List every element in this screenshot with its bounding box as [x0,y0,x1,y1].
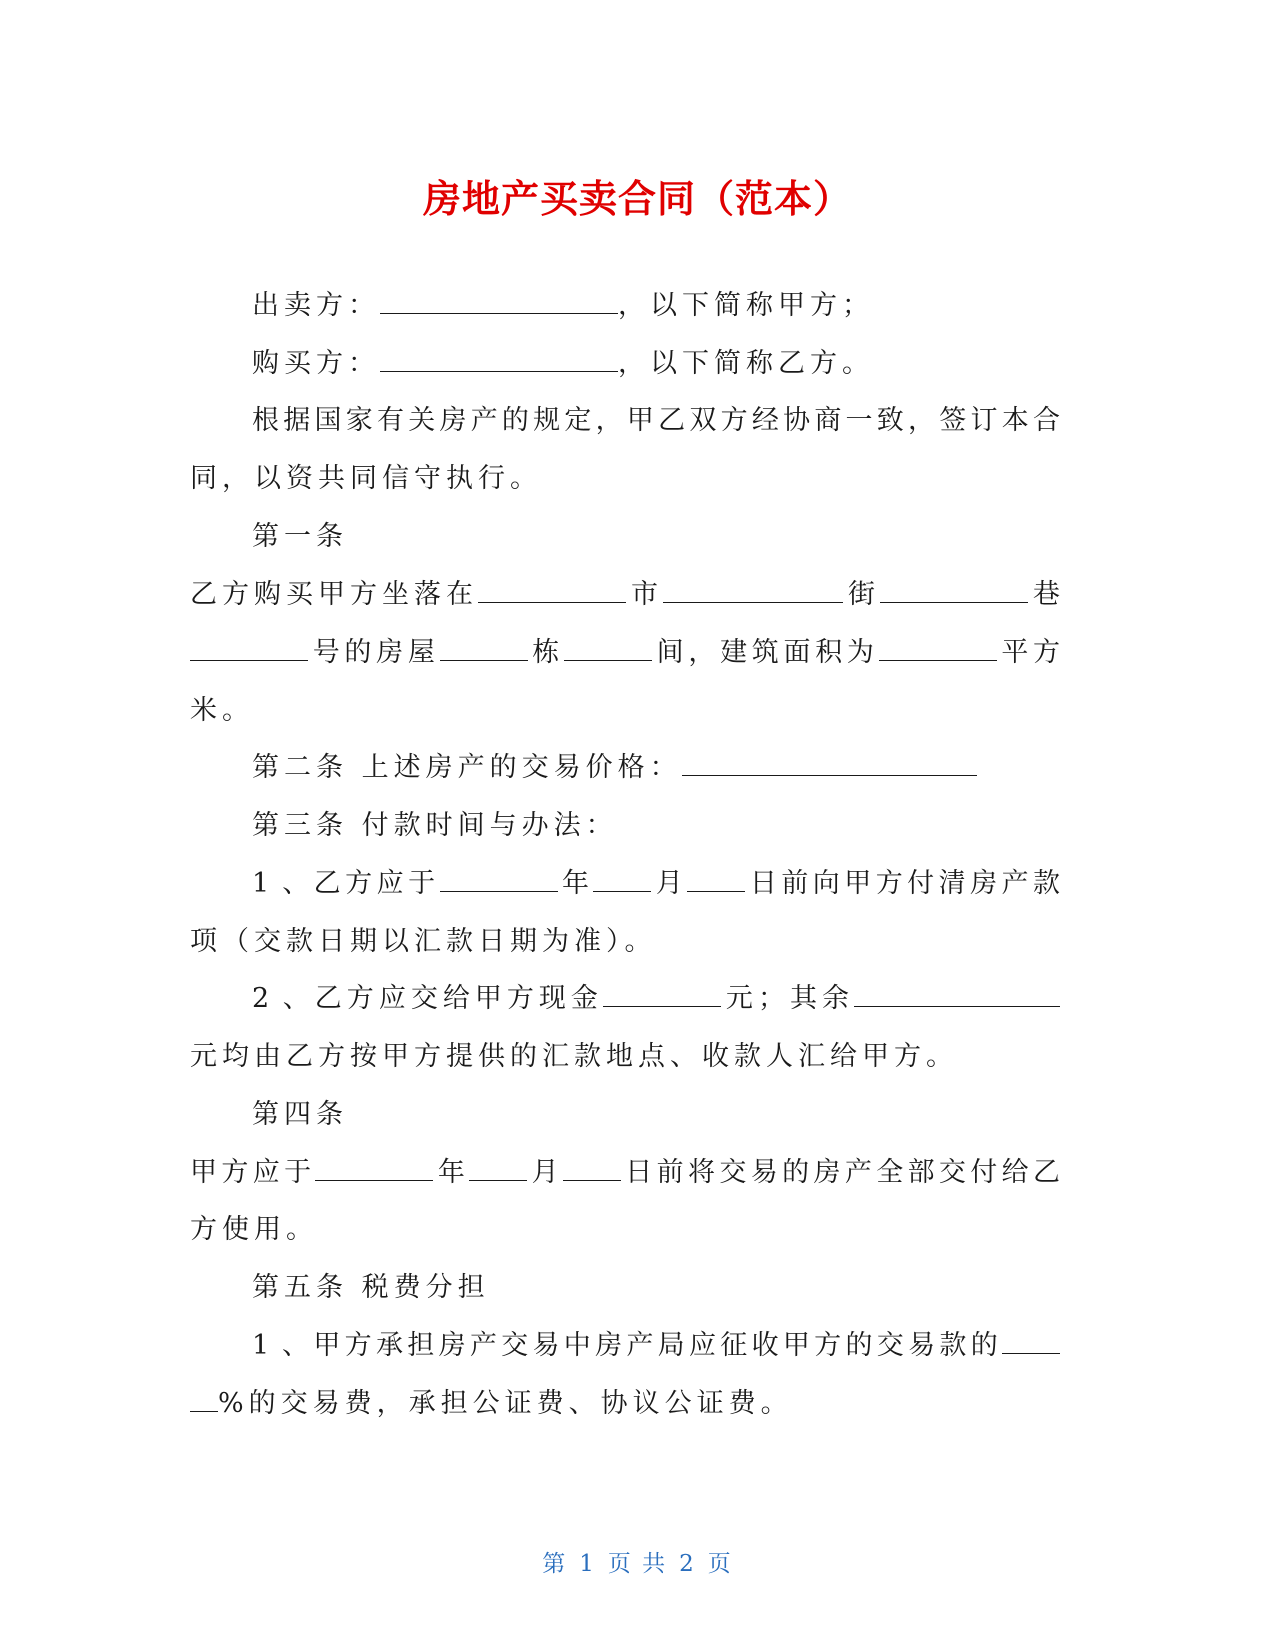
year-blank [440,867,558,892]
text-segment: %的交易费，承担公证费、协议公证费。 [218,1388,793,1419]
text-segment: 年 [433,1157,470,1188]
text-segment: 2 、乙方应交给甲方现金 [252,983,603,1014]
text-segment: 市 [626,579,663,610]
city-blank [478,578,626,603]
text-segment: 月 [651,868,688,899]
footer-total-pages: 2 [679,1551,696,1577]
article1-line-3: 米。 [190,695,254,726]
day-blank [563,1156,621,1181]
number-blank [190,636,308,661]
article5-item1-line-1 [252,1328,1060,1364]
year-blank [315,1156,433,1181]
percent-blank-cont [190,1387,218,1412]
text-segment: 乙方购买甲方坐落在 [190,579,478,610]
text-segment: 日前向甲方付清房产款 [745,868,1061,899]
footer-suffix: 页 [707,1551,733,1577]
seller-line [252,288,1060,324]
street-blank [663,578,843,603]
price-blank [682,751,977,776]
article4-heading: 第四条 [252,1099,348,1130]
text-segment: 街 [843,579,880,610]
document-title: 房地产买卖合同（范本） [422,177,852,221]
article3-item2-line-1 [252,981,1060,1017]
article3-heading: 第三条 付款时间与办法： [252,810,618,841]
article3-item2-line-2: 元均由乙方按甲方提供的汇款地点、收款人汇给甲方。 [190,1041,958,1072]
building-blank [440,636,528,661]
day-blank [687,867,745,892]
buyer-suffix: ，以下简称乙方。 [618,348,874,379]
remainder-blank [854,982,1060,1007]
article1-line-2 [190,635,1060,671]
text-segment: 日前将交易的房产全部交付给乙 [620,1157,1061,1188]
article1-heading: 第一条 [252,521,348,552]
article5-item1-line-2 [190,1386,1060,1422]
article4-line-1 [190,1155,1060,1191]
seller-suffix: ，以下简称甲方； [618,290,874,321]
preamble-line-2: 同，以资共同信守执行。 [190,463,542,494]
text-segment: 1 、乙方应于 [252,868,440,899]
buyer-line [252,346,1060,382]
footer-prefix: 第 [542,1551,568,1577]
seller-blank [380,289,618,314]
article5-heading: 第五条 税费分担 [252,1272,490,1303]
page-footer [0,1545,1275,1578]
text-segment: 1 、甲方承担房产交易中房产局应征收甲方的交易款的 [252,1330,1002,1361]
buyer-label: 购买方： [252,348,380,379]
article4-line-2: 方使用。 [190,1214,318,1245]
text-segment: 巷 [1028,579,1060,610]
footer-middle: 页 共 [607,1551,668,1577]
area-blank [879,636,997,661]
preamble-line-1: 根据国家有关房产的规定，甲乙双方经协商一致，签订本合 [252,405,1060,436]
article1-line-1 [190,577,1060,613]
month-blank [469,1156,527,1181]
text-segment: 年 [557,868,594,899]
article3-item1-line-2: 项（交款日期以汇款日期为准）。 [190,926,657,957]
text-segment: 甲方应于 [190,1157,316,1188]
room-blank [564,636,652,661]
article2-line [252,750,1060,786]
cash-blank [603,982,721,1007]
seller-label: 出卖方： [252,290,380,321]
text-segment: 平方 [996,637,1061,668]
month-blank [593,867,651,892]
text-segment: 元；其余 [720,983,854,1014]
text-segment: 间，建筑面积为 [651,637,879,668]
text-segment: 第二条 上述房产的交易价格： [252,752,682,783]
lane-blank [880,578,1028,603]
text-segment: 月 [527,1157,563,1188]
buyer-blank [380,347,618,372]
text-segment: 栋 [527,637,564,668]
text-segment: 号的房屋 [308,637,440,668]
footer-page-number: 1 [579,1551,596,1577]
percent-blank [1002,1329,1060,1354]
article3-item1-line-1 [252,866,1060,902]
